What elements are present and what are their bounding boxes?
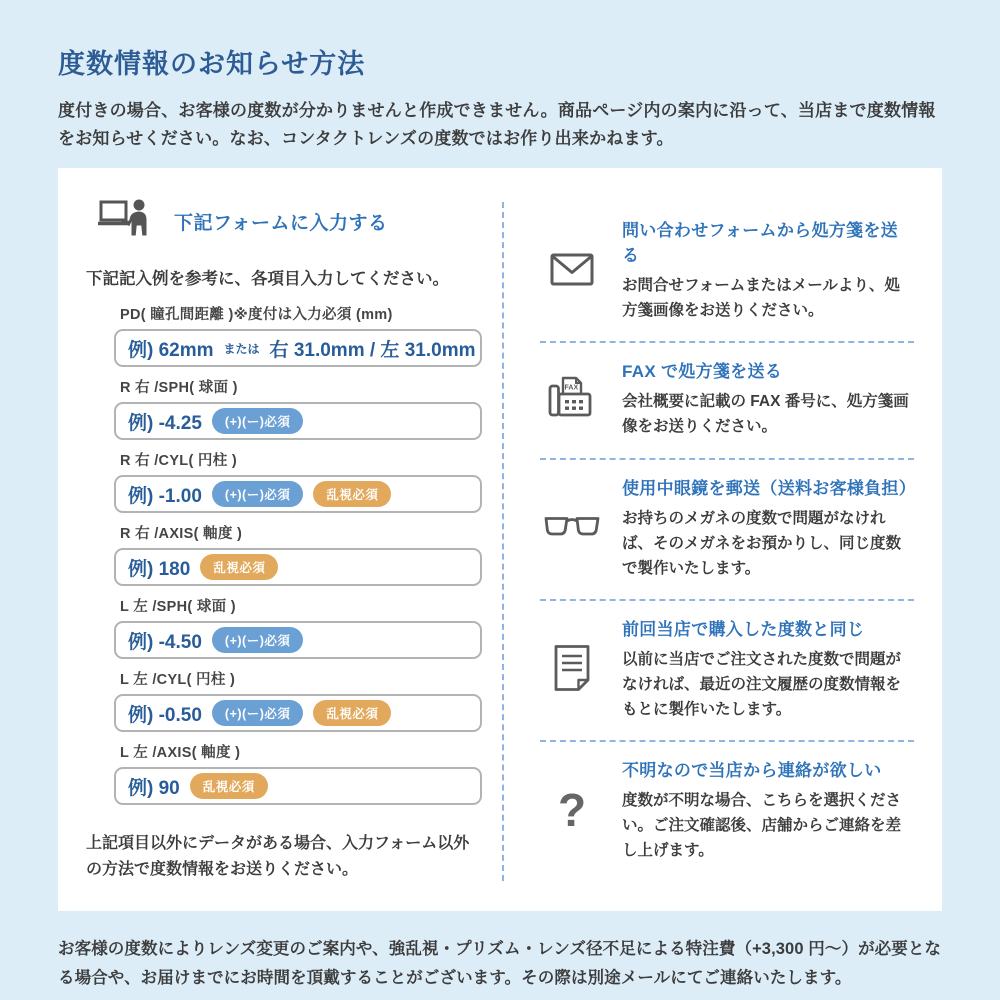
form-input-section [84,194,502,887]
astigmatism-required-badge: 乱視必須 [190,773,268,799]
svg-text:FAX: FAX [564,384,579,392]
form-field-r-sph [114,376,482,440]
question-icon: ? [557,783,587,836]
field-example-text: 例) -4.50 [128,631,202,653]
document-icon [540,615,604,722]
method-text: 以前に当店でご注文された度数で問題がなければ、最近の注文履歴の度数情報をもとに製作いたします。 [622,650,902,719]
field-example-text: 例) -0.50 [128,704,202,726]
method-body [622,357,914,439]
plus-minus-required-badge: (+)(ー)必須 [212,627,303,653]
method-heading: 不明なので当店から連絡が欲しい [622,761,882,781]
method-section-fax [540,343,914,459]
form-field-l-cyl [114,668,482,732]
method-heading: 問い合わせフォームから処方箋を送る [622,221,898,266]
field-example-text: 例) 90 [128,777,180,799]
glasses-icon [540,474,604,581]
field-example-box [114,621,482,659]
fax-icon [540,357,604,439]
method-heading: 使用中眼鏡を郵送（送料お客様負担） [622,478,917,498]
method-heading: FAX で処方箋を送る [622,362,783,382]
form-section-title: 下記フォームに入力する [174,213,388,235]
field-example-box [114,694,482,732]
field-label: L 左 /SPH( 球面 ) [120,599,236,616]
field-label: R 右 /CYL( 円柱 ) [120,453,237,470]
alternative-methods-section [502,202,917,881]
astigmatism-required-badge: 乱視必須 [313,700,391,726]
field-example-box [114,402,482,440]
method-section-question [540,742,914,881]
field-label: L 左 /CYL( 円柱 ) [120,672,236,689]
astigmatism-required-badge: 乱視必須 [200,554,278,580]
astigmatism-required-badge: 乱視必須 [313,481,391,507]
intro-text: 度付きの場合、お客様の度数が分かりませんと作成できません。商品ページ内の案内に沿って、当店まで度数情報をお知らせください。なお、コンタクトレンズの度数ではお作り出来かねます。 [58,101,936,148]
plus-minus-required-badge: (+)(ー)必須 [212,481,303,507]
field-example-text: 右 31.0mm / 左 31.0mm [269,339,476,361]
method-text: お問合せフォームまたはメールより、処方箋画像をお送りください。 [622,277,900,320]
form-section-description: 下記記入例を参考に、各項目入力してください。 [86,270,449,289]
method-text: 度数が不明な場合、こちらを選択ください。ご注文確認後、店舗からご連絡を差し上げます。 [622,792,902,860]
method-heading: 前回当店で購入した度数と同じ [622,619,865,639]
form-section-note: 上記項目以外にデータがある場合、入力フォーム以外の方法で度数情報をお送りください。 [86,835,470,878]
field-example-box [114,767,482,805]
form-field-r-cyl [114,449,482,513]
plus-minus-required-badge: (+)(ー)必須 [212,700,303,726]
method-section-glasses [540,460,917,601]
form-field-r-axis [114,522,482,586]
field-example-box [114,548,482,586]
instructor-screen-icon [98,198,152,245]
form-field-l-sph [114,595,482,659]
field-example-box [114,329,482,367]
field-label: PD( 瞳孔間距離 )※度付は入力必須 (mm) [120,307,393,324]
method-section-document [540,601,914,742]
main-card [58,168,942,911]
method-body [622,474,917,581]
method-text: お持ちのメガネの度数で問題がなければ、そのメガネをお預かりし、同じ度数で製作いたします。 [622,509,902,577]
footer-note: お客様の度数によりレンズ変更のご案内や、強乱視・プリズム・レンズ径不足による特注費（+3,300 円〜）が必要となる場合や、お届けまでにお時間を頂戴することがございます。その際は別途メールにてご連絡いたします。 [58,940,942,987]
page-title: 度数情報のお知らせ方法 [58,49,366,79]
plus-minus-required-badge: (+)(ー)必須 [212,408,303,434]
field-label: L 左 /AXIS( 軸度 ) [120,745,241,762]
form-example-fields [114,303,482,805]
form-section-header [98,198,482,245]
field-example-text: 例) 62mm [128,339,214,361]
method-body [622,756,914,863]
form-field-l-axis [114,741,482,805]
method-body [622,615,914,722]
field-example-text: 例) -4.25 [128,412,202,434]
field-example-text: または [223,341,260,356]
field-example-box [114,475,482,513]
field-label: R 右 /SPH( 球面 ) [120,380,238,397]
field-example-text: 例) -1.00 [128,485,202,507]
envelope-icon [540,216,604,323]
field-example-text: 例) 180 [128,558,191,580]
field-label: R 右 /AXIS( 軸度 ) [120,526,243,543]
method-body [622,216,914,323]
method-section-envelope [540,202,914,343]
method-text: 会社概要に記載の FAX 番号に、処方箋画像をお送りください。 [622,393,909,436]
form-field-pd [114,303,482,367]
